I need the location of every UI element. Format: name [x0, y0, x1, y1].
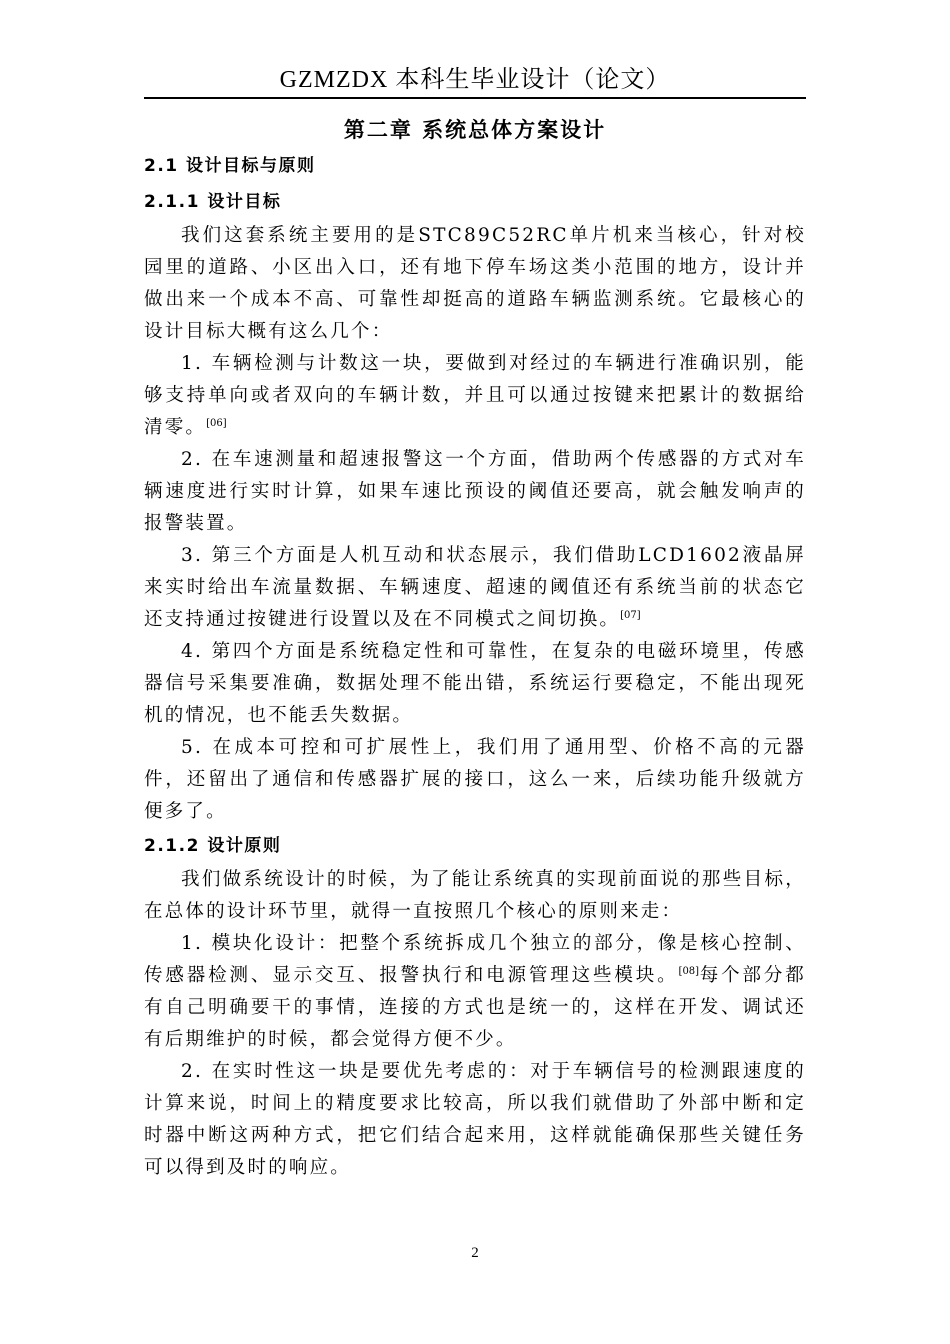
- goal-item-4: 4. 第四个方面是系统稳定性和可靠性，在复杂的电磁环境里，传感器信号采集要准确，数据处理不能出错，系统运行要稳定，不能出现死机的情况，也不能丢失数据。: [144, 641, 806, 726]
- chapter-title: 第二章 系统总体方案设计: [343, 118, 607, 142]
- principle-item-1-text-a: 1. 模块化设计：把整个系统拆成几个独立的部分，像是核心控制、传感器检测、显示交互、报警执行和电源管理这些模块。: [144, 933, 806, 986]
- section-heading-2-1: 2.1 设计目标与原则: [144, 156, 316, 176]
- principle-item-1-text-b: 每个部分都有自己明确要干的事情，连接的方式也是统一的，这样在开发、调试还有后期维护的时候，都会觉得方便不少。: [144, 965, 806, 1050]
- principles-intro-paragraph: 我们做系统设计的时候，为了能让系统真的实现前面说的那些目标，在总体的设计环节里，就得一直按照几个核心的原则来走：: [144, 869, 806, 922]
- section-heading-2-1-1: 2.1.1 设计目标: [144, 192, 282, 212]
- principle-item-2: 2. 在实时性这一块是要优先考虑的：对于车辆信号的检测跟速度的计算来说，时间上的精度要求比较高，所以我们就借助了外部中断和定时器中断这两种方式，把它们结合起来用，这样就能确保那些关键任务可以得到及时的响应。: [144, 1061, 806, 1178]
- goals-intro-paragraph: 我们这套系统主要用的是STC89C52RC单片机来当核心，针对校园里的道路、小区出入口，还有地下停车场这类小范围的地方，设计并做出来一个成本不高、可靠性却挺高的道路车辆监测系统。它最核心的设计目标大概有这么几个：: [144, 225, 806, 342]
- running-header: GZMZDX 本科生毕业设计（论文）: [279, 67, 671, 93]
- citation-08: [08]: [678, 965, 700, 977]
- header-divider: [144, 97, 806, 99]
- goal-item-1-text: 1. 车辆检测与计数这一块，要做到对经过的车辆进行准确识别，能够支持单向或者双向的车辆计数，并且可以通过按键来把累计的数据给清零。: [144, 353, 806, 438]
- goal-item-5: 5. 在成本可控和可扩展性上，我们用了通用型、价格不高的元器件，还留出了通信和传感器扩展的接口，这么一来，后续功能升级就方便多了。: [144, 737, 806, 822]
- goal-item-3: [144, 540, 806, 636]
- citation-07: [07]: [620, 609, 641, 621]
- goal-item-3-text: 3. 第三个方面是人机互动和状态展示，我们借助LCD1602液晶屏来实时给出车流量数据、车辆速度、超速的阈值还有系统当前的状态它还支持通过按键进行设置以及在不同模式之间切换。: [144, 545, 806, 630]
- page-number: 2: [471, 1245, 479, 1261]
- principle-item-1: [144, 928, 806, 1056]
- goal-item-1: [144, 348, 806, 444]
- page-content: [144, 110, 806, 1184]
- goal-item-2: 2. 在车速测量和超速报警这一个方面，借助两个传感器的方式对车辆速度进行实时计算，如果车速比预设的阈值还要高，就会触发响声的报警装置。: [144, 449, 806, 534]
- section-heading-2-1-2: 2.1.2 设计原则: [144, 836, 282, 856]
- citation-06: [06]: [206, 417, 227, 429]
